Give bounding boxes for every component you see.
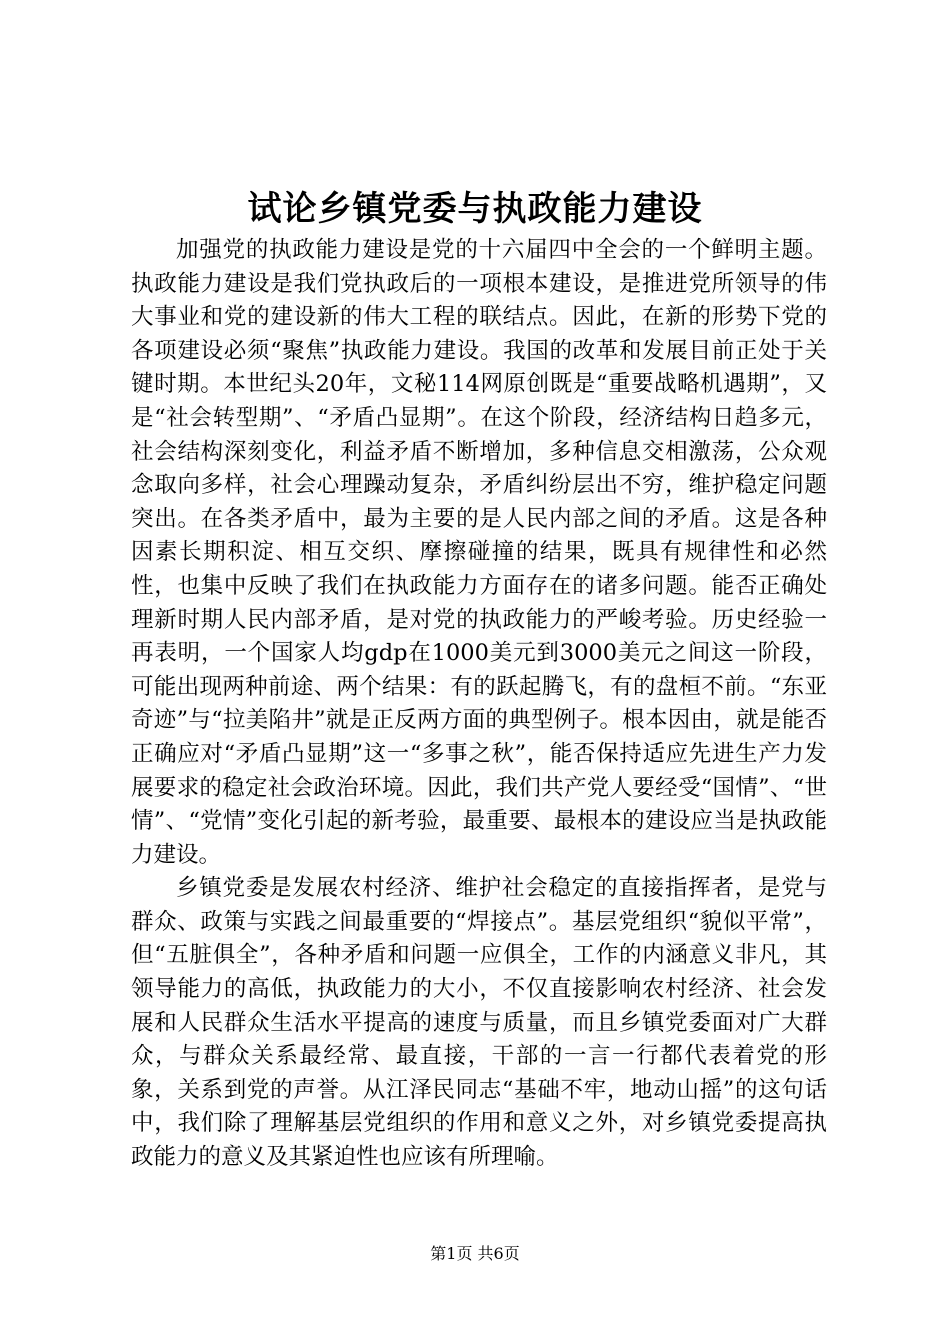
paragraph-2: 乡镇党委是发展农村经济、维护社会稳定的直接指挥者，是党与群众、政策与实践之间最重要的“焊接点”。基层党组织“貌似平常”，但“五脏俱全”，各种矛盾和问题一应俱全，工作的内涵意义非凡，其领导能力的高低，执政能力的大小，不仅直接影响农村经济、社会发展和人民群众生活水平提高的速度与质量，而且乡镇党委面对广大群众，与群众关系最经常、最直接，干部的一言一行都代表着党的形象，关系到党的声誉。从江泽民同志“基础不牢，地动山摇”的这句话中，我们除了理解基层党组织的作用和意义之外，对乡镇党委提高执政能力的意义及其紧迫性也应该有所理喻。 <box>131 875 827 1171</box>
page-number-footer: 第1页 共6页 <box>430 1244 520 1263</box>
paragraph-1: 加强党的执政能力建设是党的十六届四中全会的一个鲜明主题。执政能力建设是我们党执政后的一项根本建设，是推进党所领导的伟大事业和党的建设新的伟大工程的联结点。因此，在新的形势下党的各项建设必须“聚焦”执政能力建设。我国的改革和发展目前正处于关键时期。本世纪头20年，文秘114网原创既是“重要战略机遇期”，又是“社会转型期”、“矛盾凸显期”。在这个阶段，经济结构日趋多元，社会结构深刻变化，利益矛盾不断增加，多种信息交相激荡，公众观念取向多样，社会心理躁动复杂，矛盾纠纷层出不穷，维护稳定问题突出。在各类矛盾中，最为主要的是人民内部之间的矛盾。这是各种因素长期积淀、相互交织、摩擦碰撞的结果，既具有规律性和必然性，也集中反映了我们在执政能力方面存在的诸多问题。能否正确处理新时期人民内部矛盾，是对党的执政能力的严峻考验。历史经验一再表明，一个国家人均gdp在1000美元到3000美元之间这一阶段，可能出现两种前途、两个结果：有的跃起腾飞，有的盘桓不前。“东亚奇迹”与“拉美陷井”就是正反两方面的典型例子。根本因由，就是能否正确应对“矛盾凸显期”这一“多事之秋”，能否保持适应先进生产力发展要求的稳定社会政治环境。因此，我们共产党人要经受“国情”、“世情”、“党情”变化引起的新考验，最重要、最根本的建设应当是执政能力建设。 <box>131 237 827 868</box>
document-body <box>131 234 827 1175</box>
document-title: 试论乡镇党委与执政能力建设 <box>247 189 703 229</box>
